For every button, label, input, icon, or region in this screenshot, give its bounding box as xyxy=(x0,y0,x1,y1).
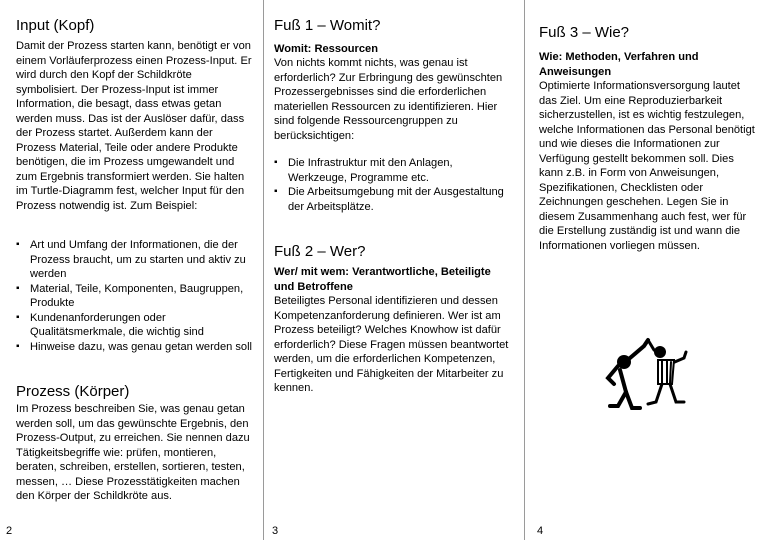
page-number: 3 xyxy=(272,525,279,537)
input-bullet-list xyxy=(16,238,254,354)
foot3-body-text: Optimierte Informationsversorgung lautet das Ziel. Um eine Reproduzierbarkeit sicherzustellen, ist es wichtig festzulegen, welche Informationen das Personal benötigt und wie dieses die Informationen zur Verfügung gestellt bekommen soll. Dies kann z.B. in Form von Anweisungen, Spezifikationen, Checklisten oder Zeichnungen geschehen. Legen Sie in diesem Zusammenhang auch fest, wer für die Erstellung zuständig ist und wann die Informationen vorliegen müssen. xyxy=(539,80,755,252)
list-item: ▪ Kundenanforderungen oder Qualitätsmerkmale, die wichtig sind xyxy=(16,311,254,340)
input-intro-text: Damit der Prozess starten kann, benötigt er von einem Vorläuferprozess einen Prozess-Input. Er wird durch den Kopf der Schildkröte symbolisiert. Der Prozess-Input ist immer Information, die besagt, dass etwas getan werden muss. Das ist der Auslöser dafür, dass der Prozess startet. Außerdem kann der Prozess Material, Teile oder andere Produkte benötigen, die im Prozess umgewandelt und zum Ergebnis transformiert werden. Sie halten im Turtle-Diagramm fest, welcher Input für den Prozess notwendig ist. Zum Beispiel: xyxy=(16,40,252,212)
page-2-column xyxy=(16,0,256,540)
page-number: 4 xyxy=(537,525,544,537)
column-divider xyxy=(263,0,264,540)
foot1-heading: Fuß 1 – Womit? xyxy=(274,17,381,34)
page-3-column xyxy=(274,0,514,540)
foot3-subheading: Wie: Methoden, Verfahren und Anweisungen xyxy=(539,51,699,78)
page-number: 2 xyxy=(6,525,13,537)
input-heading: Input (Kopf) xyxy=(16,17,95,34)
page-4-column xyxy=(537,0,759,540)
foot3-heading: Fuß 3 – Wie? xyxy=(539,24,630,41)
foot1-bullet-list xyxy=(274,156,506,214)
column-divider xyxy=(524,0,525,540)
dancer-right xyxy=(648,340,686,404)
list-item: ▪ Hinweise dazu, was genau getan werden soll xyxy=(16,340,254,355)
foot1-subheading: Womit: Ressourcen xyxy=(274,43,378,55)
dancing-figures-clipart xyxy=(592,332,702,422)
list-item: ▪ Art und Umfang der Informationen, die der Prozess braucht, um zu starten und aktiv zu werden xyxy=(16,238,254,282)
process-heading: Prozess (Körper) xyxy=(16,383,130,400)
list-item: ▪ Die Infrastruktur mit den Anlagen, Werkzeuge, Programme etc. xyxy=(274,156,506,185)
foot1-intro-text: Von nichts kommt nichts, was genau ist erforderlich? Zur Erbringung des gewünschten Prozessergebnisses sind die erforderlichen materiellen Ressourcen zu identifizieren. Hier sind folgende Ressourcengruppen zu berücksichtigen: xyxy=(274,57,503,142)
foot2-subheading: Wer/ mit wem: Verantwortliche, Beteiligte und Betroffene xyxy=(274,266,491,293)
process-body-text: Im Prozess beschreiben Sie, was genau getan werden soll, um das gewünschte Ergebnis, den Prozess-Output, zu erreichen. Sie nennen dazu Tätigkeitsbegriffe wie: prüfen, montieren, beraten, schreiben, erstellen, sortieren, testen, messen, … Diese Prozesstätigkeiten machen den Körper der Schildkröte aus. xyxy=(16,403,250,502)
list-item: ▪ Material, Teile, Komponenten, Baugruppen, Produkte xyxy=(16,282,254,311)
foot2-heading: Fuß 2 – Wer? xyxy=(274,243,366,260)
foot2-body-text: Beteiligtes Personal identifizieren und dessen Kompetenzanforderung definieren. Wer ist am Prozess beteiligt? Welches Knowhow ist dafür erforderlich? Diese Fragen müssen beantwortet werden, um die erforderlichen Kompetenzen, Fertigkeiten und Fähigkeiten der Mitarbeiter zu kennen. xyxy=(274,295,509,394)
dancer-left xyxy=(608,340,648,408)
list-item: ▪ Die Arbeitsumgebung mit der Ausgestaltung der Arbeitsplätze. xyxy=(274,185,506,214)
